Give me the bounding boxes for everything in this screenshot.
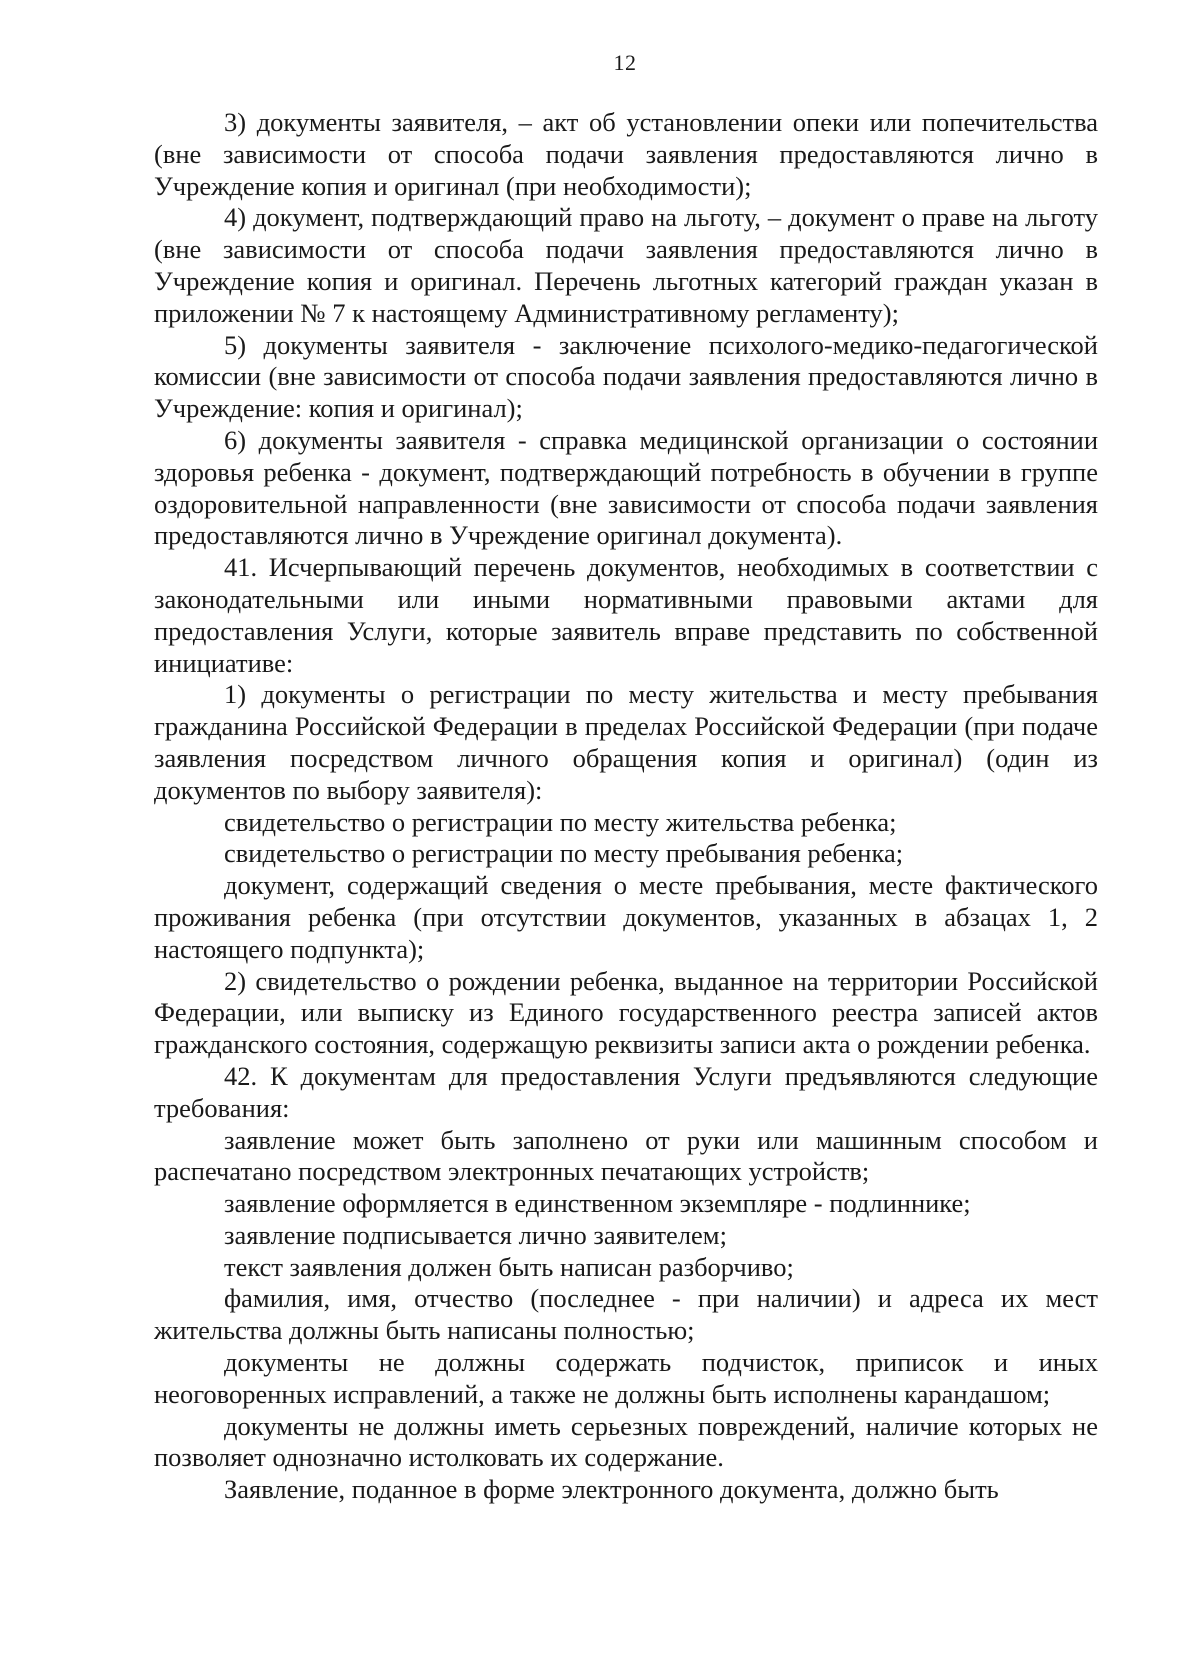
paragraph: документы не должны иметь серьезных повреждений, наличие которых не позволяет однозначно истолковать их содержание. <box>154 1410 1098 1473</box>
paragraph: заявление может быть заполнено от руки или машинным способом и распечатано посредством электронных печатающих устройств; <box>154 1124 1098 1187</box>
paragraph: 42. К документам для предоставления Услуги предъявляются следующие требования: <box>154 1060 1098 1123</box>
paragraph: свидетельство о регистрации по месту пребывания ребенка; <box>224 838 904 869</box>
paragraph: заявление подписывается лично заявителем; <box>224 1219 727 1250</box>
paragraph: документы не должны содержать подчисток, приписок и иных неоговоренных исправлений, а также не должны быть исполнены карандашом; <box>154 1347 1098 1409</box>
paragraph: 1) документы о регистрации по месту жительства и месту пребывания гражданина Российской Федерации в пределах Российской Федерации (при подаче заявления посредством личного обращения копия и оригинал) (один из документов по выбору заявителя): <box>154 679 1098 805</box>
paragraph: свидетельство о регистрации по месту жительства ребенка; <box>224 806 897 837</box>
paragraph: 2) свидетельство о рождении ребенка, выданное на территории Российской Федерации, или выписку из Единого государственного реестра записей актов гражданского состояния, содержащую реквизиты записи акта о рождении ребенка. <box>154 965 1098 1060</box>
paragraph: заявление оформляется в единственном экземпляре - подлиннике; <box>224 1188 971 1219</box>
paragraph: 41. Исчерпывающий перечень документов, необходимых в соответствии с законодательными или иными нормативными правовыми актами для предоставления Услуги, которые заявитель вправе представить по собственной инициативе: <box>154 552 1098 678</box>
paragraph: 4) документ, подтверждающий право на льготу, – документ о праве на льготу (вне зависимости от способа подачи заявления предоставляются лично в Учреждение копия и оригинал. Перечень льготных категорий граждан указан в приложении № 7 к настоящему Административному регламенту); <box>154 202 1098 328</box>
document-body <box>154 107 1098 1506</box>
paragraph: фамилия, имя, отчество (последнее - при наличии) и адреса их мест жительства должны быть написаны полностью; <box>154 1283 1098 1346</box>
paragraph: документ, содержащий сведения о месте пребывания, месте фактического проживания ребенка (при отсутствии документов, указанных в абзацах 1, 2 настоящего подпункта); <box>154 870 1098 964</box>
paragraph: 6) документы заявителя - справка медицинской организации о состоянии здоровья ребенка - документ, подтверждающий потребность в обучении в группе оздоровительной направленности (вне зависимости от способа подачи заявления предоставляются лично в Учреждение оригинал документа). <box>154 424 1098 551</box>
page-number: 12 <box>613 50 637 75</box>
paragraph: 5) документы заявителя - заключение психолого-медико-педагогической комиссии (вне зависимости от способа подачи заявления предоставляются лично в Учреждение: копия и оригинал); <box>154 329 1098 424</box>
paragraph: 3) документы заявителя, – акт об установлении опеки или попечительства (вне зависимости от способа подачи заявления предоставляются лично в Учреждение копия и оригинал (при необходимости); <box>154 107 1098 201</box>
paragraph: Заявление, поданное в форме электронного документа, должно быть <box>224 1474 999 1505</box>
paragraph: текст заявления должен быть написан разборчиво; <box>224 1251 794 1282</box>
